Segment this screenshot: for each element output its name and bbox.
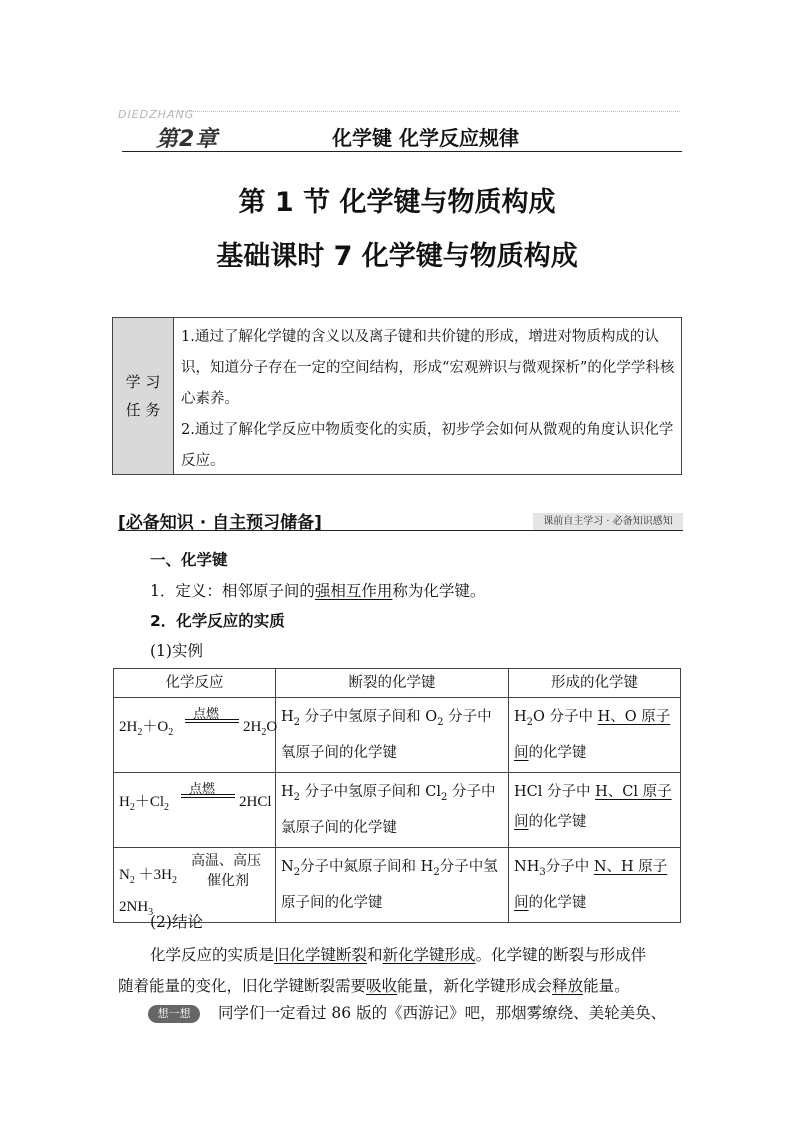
conclusion-key-form: 新化学键形成 — [382, 946, 476, 964]
reaction-cell — [114, 772, 276, 847]
reaction-condition-2: 催化剂 — [207, 872, 249, 889]
heading-reaction-essence: 2．化学反应的实质 — [150, 612, 285, 630]
lesson-title: 基础课时 7 化学键与物质构成 — [216, 241, 578, 272]
chapter-title: 化学键 化学反应规律 — [332, 126, 519, 150]
learning-head-line2: 任 务 — [125, 401, 161, 419]
table-row — [114, 772, 681, 847]
definition-line — [150, 579, 485, 601]
formed-suffix: 的化学键 — [528, 894, 587, 911]
equation-n2-h2: $N_2 +3H_2$ 高温、高压 催化剂 $2NH_3$ — [119, 852, 270, 918]
heading-chemical-bond: 一、化学键 — [150, 551, 228, 569]
broken-bonds-text: 分子中氢原子间和 Cl — [304, 783, 441, 800]
formed-key-2: 间 — [514, 744, 529, 761]
definition-suffix: 称为化学键。 — [392, 582, 486, 600]
conclusion-text: 能量，新化学键形成会 — [397, 977, 553, 995]
reaction-cell — [114, 698, 276, 773]
reaction-condition: 高温、高压 — [191, 852, 261, 869]
chapter-number: 第2章 — [156, 127, 219, 152]
table-header-row — [114, 669, 681, 698]
equation-h2-cl2: $H_2+Cl_2$ 点燃 2HCl — [119, 777, 270, 829]
learning-item-2: 2.通过了解化学反应中物质变化的实质，初步学会如何从微观的角度认识化学反应。 — [181, 422, 674, 469]
chapter-en-label: DIEDZHANG — [118, 108, 195, 121]
table-header: 形成的化学键 — [509, 669, 681, 698]
think-icon: 想一想 — [148, 1005, 200, 1023]
conclusion-text: 随着能量的变化，旧化学键断裂需要 — [118, 977, 367, 995]
reaction-condition: 点燃 — [189, 781, 216, 797]
broken-bonds-cell: $H_2$ 分子中氢原子间和 $O_2$ 分子中氧原子间的化学键 — [276, 698, 509, 773]
formed-key: N、H 原子 — [593, 858, 668, 875]
formed-prefix: 分子中 — [545, 858, 594, 875]
table-header: 化学反应 — [114, 669, 276, 698]
think-text: 同学们一定看过 86 版的《西游记》吧，那烟雾缭绕、美轮美奂、 — [218, 1004, 667, 1022]
broken-bonds-text: 分子中氮原子间和 H — [300, 858, 434, 875]
section-rule — [118, 530, 683, 531]
broken-bonds-cell: $H_2$ 分子中氢原子间和 $Cl_2$ 分子中氯原子间的化学键 — [276, 772, 509, 847]
conclusion-text: 。化学键的断裂与形成伴 — [475, 946, 647, 964]
learning-tasks-head — [113, 318, 174, 474]
conclusion-text: 化学反应的实质是 — [150, 946, 275, 964]
formed-prefix: HCl 分子中 — [514, 783, 596, 800]
conclusion-paragraph-2 — [118, 971, 683, 1002]
conclusion-text: 和 — [367, 946, 383, 964]
conclusion-text: 能量。 — [583, 977, 630, 995]
table-header: 断裂的化学键 — [276, 669, 509, 698]
broken-bonds-text-2: 分子中氯原子间的化学键 — [281, 783, 496, 836]
learning-tasks-body — [174, 318, 681, 474]
conclusion-key-release: 释放 — [552, 977, 584, 995]
definition-prefix: 1．定义：相邻原子间的 — [150, 582, 315, 600]
equation-h2-o2: $2H_2+O_2$ 点燃 $2H_2O$ — [119, 702, 270, 754]
header-dotted-rule — [170, 111, 680, 112]
header-rule — [122, 151, 682, 152]
broken-bonds-text-2: 分子中氢原子间的化学键 — [281, 858, 498, 911]
learning-item-1: 1.通过了解化学键的含义以及离子键和共价键的形成，增进对物质构成的认识，知道分子存在一定的空间结构，形成“宏观辨识与微观探析”的化学学科核心素养。 — [181, 329, 675, 407]
broken-bonds-cell: $N_2$分子中氮原子间和 $H_2$分子中氢原子间的化学键 — [276, 847, 509, 922]
definition-key: 强相互作用 — [314, 582, 393, 600]
formed-bonds-cell: $H_2O$ 分子中 H、O 原子 间的化学键 — [509, 698, 681, 773]
heading-examples: (1)实例 — [150, 642, 203, 660]
formed-key-2: 间 — [514, 894, 529, 911]
learning-head-line1: 学 习 — [125, 373, 161, 391]
learning-tasks-box — [112, 317, 682, 475]
formed-suffix: 的化学键 — [528, 813, 587, 830]
reaction-table — [113, 668, 681, 923]
formed-bonds-cell: $NH_3$分子中 N、H 原子 间的化学键 — [509, 847, 681, 922]
broken-bonds-text: 分子中氢原子间和 — [304, 709, 421, 725]
table-row — [114, 698, 681, 773]
formed-suffix: 的化学键 — [528, 744, 587, 761]
section-tag: 课前自主学习 · 必备知识感知 — [533, 513, 683, 530]
section-title: 第 1 节 化学键与物质构成 — [238, 187, 556, 218]
broken-bonds-text-2: 分子中氧原子间的化学键 — [281, 709, 492, 761]
section-heading: [必备知识 · 自主预习储备] — [118, 513, 322, 533]
conclusion-key-break: 旧化学键断裂 — [274, 946, 368, 964]
formed-prefix: O 分子中 — [533, 709, 598, 725]
formed-bonds-cell — [509, 772, 681, 847]
reaction-condition: 点燃 — [193, 707, 220, 722]
heading-conclusion: (2)结论 — [150, 913, 203, 931]
formed-key: H、Cl 原子 — [595, 783, 672, 800]
formed-key: H、O 原子 — [597, 709, 671, 725]
formed-key-2: 间 — [514, 813, 529, 830]
conclusion-paragraph — [150, 940, 685, 971]
conclusion-key-absorb: 吸收 — [366, 977, 398, 995]
